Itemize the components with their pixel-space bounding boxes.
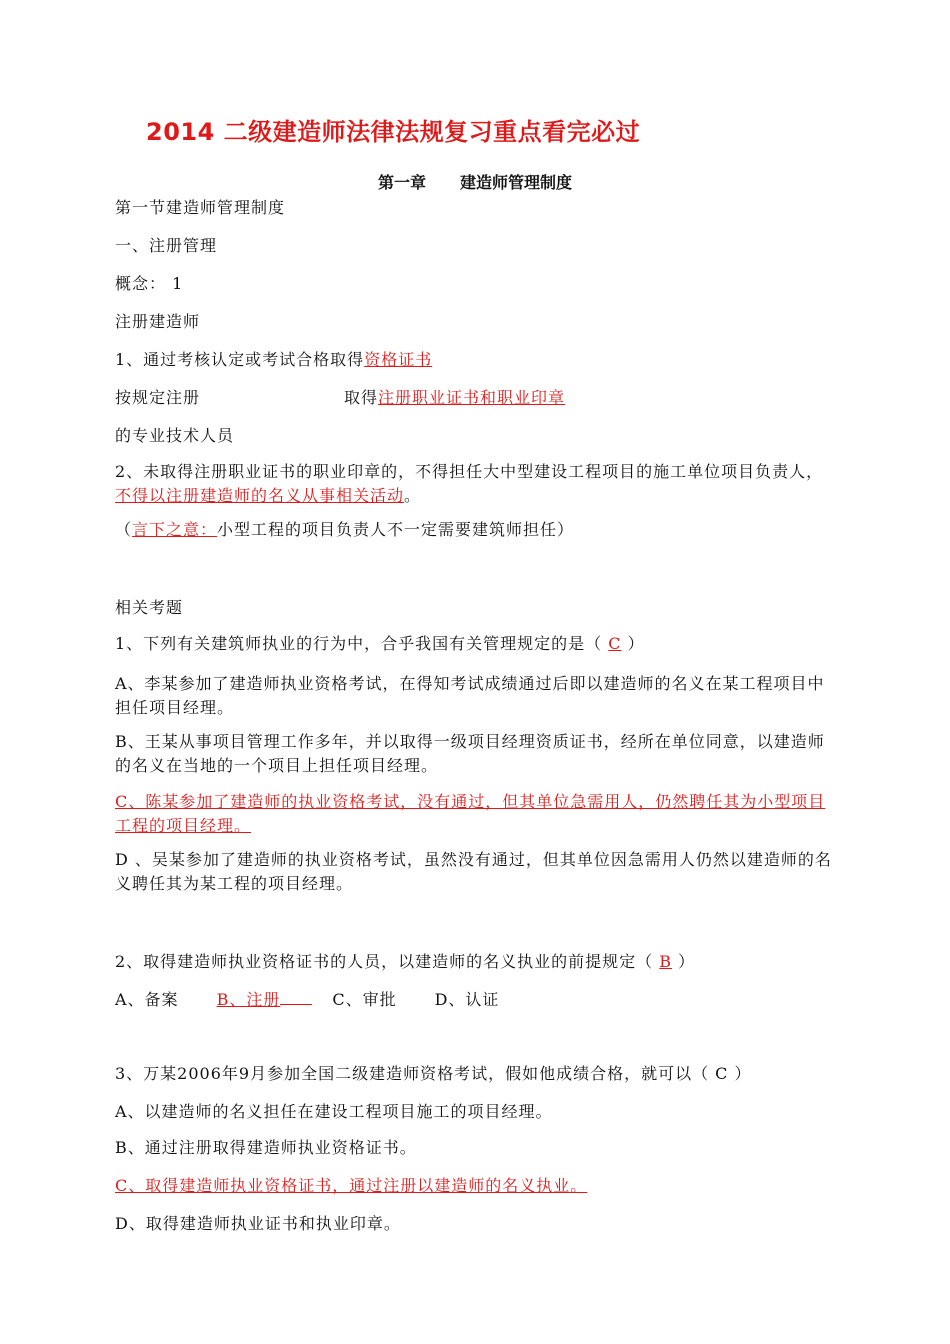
question-1-option-b: B、王某从事项目管理工作多年，并以取得一级项目经理资质证书，经所在单位同意，以建造师的名义在当地的一个项目上担任项目经理。 bbox=[115, 732, 825, 775]
highlight: 言下之意： bbox=[132, 520, 218, 539]
rule-paragraph: 2、未取得注册职业证书的职业印章的，不得担任大中型建设工程项目的施工单位项目负责人，不得以注册建造师的名义从事相关活动。 bbox=[115, 462, 824, 505]
question-2-options bbox=[115, 988, 499, 1012]
related-questions-heading: 相关考题 bbox=[115, 598, 184, 617]
highlight: 注册职业证书和职业印章 bbox=[378, 388, 566, 407]
answer-mark: B bbox=[659, 952, 673, 971]
answer-mark: C bbox=[608, 634, 622, 653]
question-3-stem: 3、万某2006年9月参加全国二级建造师资格考试，假如他成绩合格，就可以（ C ） bbox=[115, 1064, 752, 1083]
definition-line-2: 按规定注册 取得注册职业证书和职业印章 bbox=[115, 388, 566, 407]
section-heading: 第一节建造师管理制度 bbox=[115, 198, 286, 217]
question-3-option-d: D、取得建造师执业证书和执业印章。 bbox=[115, 1214, 401, 1233]
question-1-option-a: A、李某参加了建造师执业资格考试，在得知考试成绩通过后即以建造师的名义在某工程项目中担任项目经理。 bbox=[115, 674, 825, 717]
chapter-number: 第一章 bbox=[377, 173, 426, 192]
question-1-option-d: D 、吴某参加了建造师的执业资格考试，虽然没有通过，但其单位因急需用人仍然以建造师的名义聘任其为某工程的项目经理。 bbox=[115, 850, 832, 893]
concept-label: 概念： 1 bbox=[115, 274, 184, 293]
note-paragraph: （言下之意：小型工程的项目负责人不一定需要建筑师担任） bbox=[115, 520, 575, 539]
question-2-option-b: B、注册 bbox=[216, 990, 281, 1009]
subsection-heading: 一、注册管理 bbox=[115, 236, 218, 255]
highlight: 不得以注册建造师的名义从事相关活动 bbox=[115, 486, 405, 505]
question-3-option-c: C、取得建造师执业资格证书，通过注册以建造师的名义执业。 bbox=[115, 1176, 588, 1195]
highlight: 资格证书 bbox=[364, 350, 433, 369]
definition-line-1: 1、通过考核认定或考试合格取得资格证书 bbox=[115, 350, 433, 369]
question-3-option-b: B、通过注册取得建造师执业资格证书。 bbox=[115, 1138, 417, 1157]
question-3-option-a: A、以建造师的名义担任在建设工程项目施工的项目经理。 bbox=[115, 1102, 553, 1121]
question-2-option-d: D、认证 bbox=[434, 990, 500, 1009]
question-1-option-c: C、陈某参加了建造师的执业资格考试，没有通过，但其单位急需用人，仍然聘任其为小型项目工程的项目经理。 bbox=[115, 792, 826, 835]
term-label: 注册建造师 bbox=[115, 312, 201, 331]
question-2-option-a: A、备案 bbox=[115, 990, 179, 1009]
question-2-option-c: C、审批 bbox=[332, 990, 397, 1009]
document-title: 2014 二级建造师法律法规复习重点看完必过 bbox=[146, 118, 641, 146]
chapter-heading bbox=[0, 170, 950, 193]
question-1-stem: 1、下列有关建筑师执业的行为中，合乎我国有关管理规定的是（ C ） bbox=[115, 634, 645, 653]
question-2-stem: 2、取得建造师执业资格证书的人员，以建造师的名义执业的前提规定（ B ） bbox=[115, 952, 696, 971]
chapter-name: 建造师管理制度 bbox=[460, 173, 573, 192]
definition-line-3: 的专业技术人员 bbox=[115, 426, 235, 445]
